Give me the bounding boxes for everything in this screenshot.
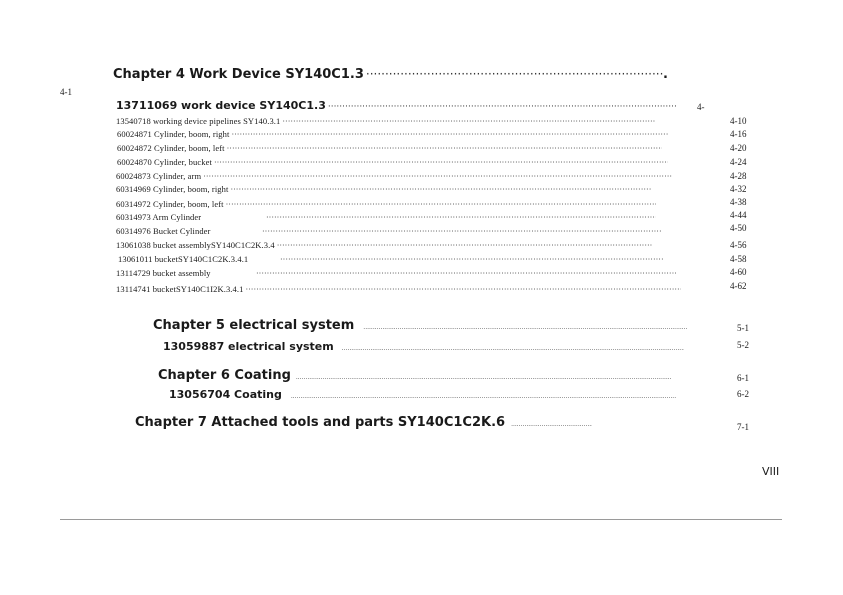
chapter-5-entry[interactable] [153, 318, 688, 333]
toc-item-label: 60024870 Cylinder, bucket [117, 157, 212, 167]
toc-item-page: 4-10 [730, 116, 747, 126]
toc-item-label: 13061038 bucket assemblySY140C1C2K.3.4 [116, 240, 275, 250]
chapter-7-title: Chapter 7 Attached tools and parts SY140C1C2K.6 [135, 415, 506, 430]
toc-item[interactable] [116, 268, 676, 278]
chapter-6-page: 6-1 [737, 373, 749, 383]
toc-item-page: 4-28 [730, 171, 747, 181]
dot-leader [226, 200, 656, 209]
footer-page-number: VIII [762, 465, 780, 478]
dot-leader [256, 269, 676, 278]
dot-leader [230, 185, 651, 194]
toc-item-page: 4-38 [730, 197, 747, 207]
toc-item-label: 60024872 Cylinder, boom, left [117, 143, 225, 153]
toc-item-label: 13540718 working device pipelines SY140.3.1 [116, 116, 281, 126]
chapter-5-page: 5-1 [737, 323, 749, 333]
dot-leader [296, 374, 672, 381]
toc-item-label: 60314973 Arm Cylinder [116, 212, 202, 222]
toc-item-page: 4-16 [730, 129, 747, 139]
toc-item-page: 4-32 [730, 184, 747, 194]
dot-leader [262, 227, 661, 236]
toc-item-page: 4-44 [730, 210, 747, 220]
chapter-5-title: Chapter 5 electrical system [153, 318, 355, 333]
toc-item[interactable] [117, 143, 662, 153]
chapter-7-page: 7-1 [737, 422, 749, 432]
toc-item-page: 4-56 [730, 240, 747, 250]
toc-item[interactable] [116, 226, 661, 236]
dot-leader [291, 393, 676, 400]
section-13059887-entry[interactable] [163, 340, 684, 353]
section-13711069-title: 13711069 work device SY140C1.3 [116, 99, 326, 112]
chapter-4-end-mark: . [663, 67, 668, 82]
dot-leader [280, 255, 664, 264]
dot-leader [277, 241, 652, 250]
toc-item[interactable] [116, 284, 681, 294]
chapter-4-title: Chapter 4 Work Device SY140C1.3 [113, 67, 364, 82]
chapter-6-title: Chapter 6 Coating [158, 368, 291, 383]
toc-item-page: 4-58 [730, 254, 747, 264]
toc-item[interactable] [116, 240, 652, 250]
section-13056704-page: 6-2 [737, 389, 749, 399]
toc-item[interactable] [116, 184, 651, 194]
footer-divider [60, 519, 782, 520]
section-13711069-entry[interactable] [116, 99, 676, 112]
toc-item-label: 60314976 Bucket Cylinder [116, 226, 211, 236]
dot-leader [266, 213, 656, 222]
toc-item[interactable] [116, 199, 656, 209]
toc-item-label: 13114741 bucketSY140C1I2K.3.4.1 [116, 284, 244, 294]
chapter-4-entry[interactable] [113, 67, 668, 82]
dot-leader [282, 117, 656, 126]
dot-leader [342, 345, 684, 352]
chapter-7-entry[interactable] [135, 415, 592, 430]
toc-item[interactable] [117, 157, 668, 167]
dot-leader [366, 67, 663, 81]
toc-item[interactable] [117, 129, 668, 139]
dot-leader [227, 144, 662, 153]
toc-item[interactable] [116, 116, 656, 126]
toc-item[interactable] [116, 171, 672, 181]
dot-leader [511, 421, 592, 428]
section-13056704-entry[interactable] [169, 388, 676, 401]
dot-leader [231, 130, 668, 139]
dot-leader [245, 285, 681, 294]
toc-item[interactable] [116, 212, 656, 222]
chapter-4-page: 4-1 [60, 87, 72, 97]
toc-item-label: 13114729 bucket assembly [116, 268, 211, 278]
chapter-6-entry[interactable] [158, 368, 672, 383]
toc-item-page: 4-20 [730, 143, 747, 153]
dot-leader [203, 172, 672, 181]
toc-item-page: 4-50 [730, 223, 747, 233]
toc-item-page: 4-24 [730, 157, 747, 167]
dot-leader [214, 158, 668, 167]
dot-leader [328, 102, 676, 112]
toc-item-page: 4-62 [730, 281, 747, 291]
toc-item-label: 60314972 Cylinder, boom, left [116, 199, 224, 209]
toc-item-label: 13061011 bucketSY140C1C2K.3.4.1 [118, 254, 249, 264]
toc-item-label: 60314969 Cylinder, boom, right [116, 184, 229, 194]
section-13059887-title: 13059887 electrical system [163, 340, 334, 353]
toc-item[interactable] [118, 254, 664, 264]
toc-item-label: 60024871 Cylinder, boom, right [117, 129, 230, 139]
section-13711069-page: 4- [697, 102, 705, 112]
toc-item-page: 4-60 [730, 267, 747, 277]
toc-item-label: 60024873 Cylinder, arm [116, 171, 202, 181]
section-13056704-title: 13056704 Coating [169, 388, 282, 401]
section-13059887-page: 5-2 [737, 340, 749, 350]
dot-leader [363, 324, 688, 331]
